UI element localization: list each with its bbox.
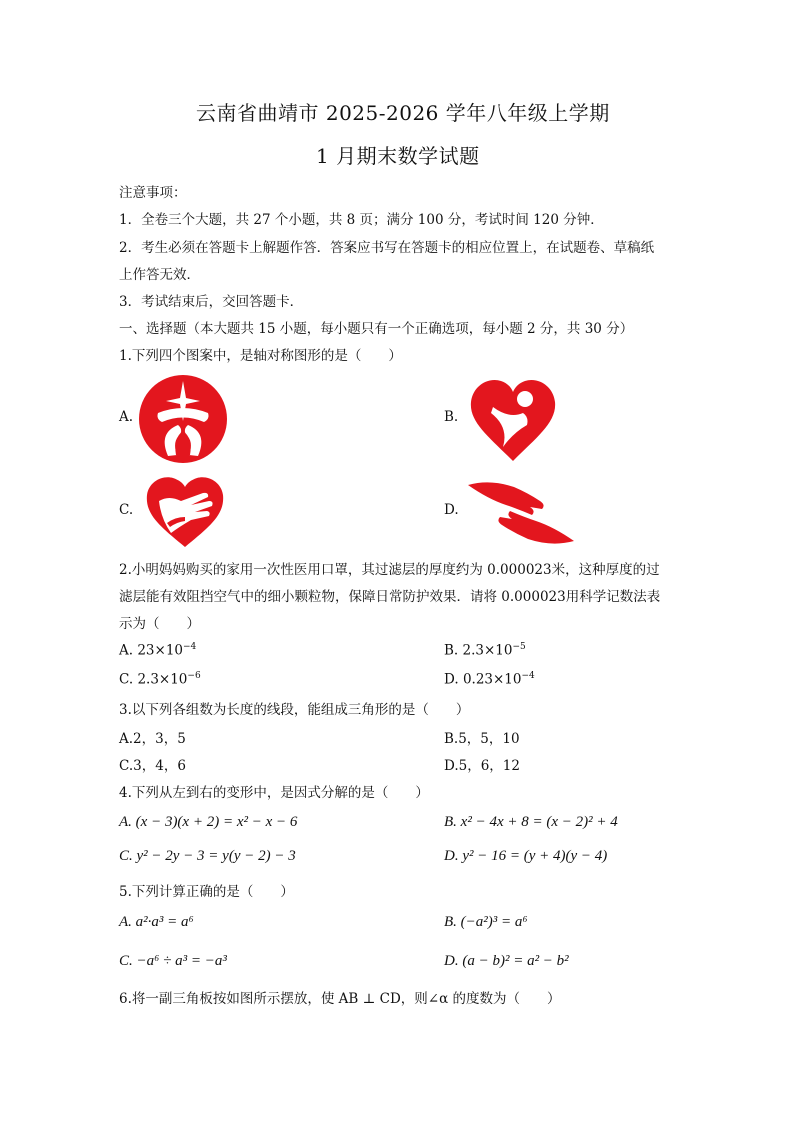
- q2-option-a: [119, 642, 196, 659]
- q2-stem-line2: 滤层能有效阻挡空气中的细小颗粒物，保障日常防护效果．请将 0.000023用科学记数法表: [119, 589, 661, 605]
- heart-person-icon: [469, 377, 557, 461]
- q4-option-b: B. x² − 4x + 8 = (x − 2)² + 4: [444, 814, 618, 830]
- q5-option-c: C. −a⁶ ÷ a³ = −a³: [119, 953, 227, 969]
- q1-option-d-label: D.: [444, 502, 459, 518]
- q1-option-b-label: B.: [444, 409, 459, 425]
- two-hands-icon: [466, 479, 576, 547]
- q2-option-d-exponent: −4: [521, 671, 535, 681]
- q2-option-c: [119, 671, 201, 688]
- q5-option-a: A. a²·a³ = a⁶: [119, 914, 194, 930]
- q3-option-b: B.5，5，10: [444, 731, 520, 747]
- q4-option-c: C. y² − 2y − 3 = y(y − 2) − 3: [119, 848, 296, 864]
- logo-circle-star-icon: [138, 373, 228, 465]
- q2-option-d-mantissa: 0.23×10: [462, 671, 522, 688]
- q5-option-d: D. (a − b)² = a² − b²: [444, 953, 569, 969]
- q3-option-c: C.3，4，6: [119, 758, 186, 774]
- notes-item-1: 1．全卷三个大题，共 27 个小题，共 8 页；满分 100 分，考试时间 120 分钟．: [119, 212, 604, 228]
- q2-stem-line3: 示为（ ）: [119, 616, 200, 632]
- q5-option-b: B. (−a²)³ = a⁶: [444, 914, 528, 930]
- q4-option-d: D. y² − 16 = (y + 4)(y − 4): [444, 848, 608, 864]
- section1-heading: 一、选择题（本大题共 15 小题，每小题只有一个正确选项，每小题 2 分，共 30 分）: [119, 321, 634, 337]
- q5-stem: 5.下列计算正确的是（ ）: [119, 884, 294, 900]
- notes-item-2a: 2．考生必须在答题卡上解题作答．答案应书写在答题卡的相应位置上，在试题卷、草稿纸: [119, 240, 655, 256]
- q2-option-a-exponent: −4: [183, 642, 197, 652]
- q3-option-d: D.5，6，12: [444, 758, 520, 774]
- q2-option-a-mantissa: 23×10: [137, 642, 184, 659]
- q1-stem: 1.下列四个图案中，是轴对称图形的是（ ）: [119, 348, 402, 364]
- notes-item-3: 3．考试结束后，交回答题卡．: [119, 294, 304, 310]
- q2-option-c-exponent: −6: [187, 671, 201, 681]
- q1-option-c-label: C.: [119, 502, 134, 518]
- notes-heading: 注意事项：: [119, 185, 187, 201]
- q2-option-d-label: D.: [444, 671, 463, 688]
- q3-option-a: A.2，3，5: [119, 731, 186, 747]
- q2-option-b-exponent: −5: [512, 642, 526, 652]
- q2-option-a-label: A.: [119, 642, 138, 659]
- q2-option-d: [444, 671, 535, 688]
- q2-option-c-mantissa: 2.3×10: [137, 671, 188, 688]
- q3-stem: 3.以下列各组数为长度的线段，能组成三角形的是（ ）: [119, 702, 470, 718]
- q2-stem-line1: 2.小明妈妈购买的家用一次性医用口罩，其过滤层的厚度约为 0.000023米，这种厚度的过: [119, 562, 660, 578]
- page-title-line2: 1 月期末数学试题: [316, 144, 480, 168]
- q4-option-a: A. (x − 3)(x + 2) = x² − x − 6: [119, 814, 298, 830]
- q2-option-b-label: B.: [444, 642, 463, 659]
- heart-hand-icon: [145, 475, 225, 547]
- q2-option-b: [444, 642, 526, 659]
- page-title-line1: 云南省曲靖市 2025-2026 学年八年级上学期: [196, 101, 610, 125]
- q1-option-a-label: A.: [119, 409, 134, 425]
- q6-stem: 6.将一副三角板按如图所示摆放，使 AB ⊥ CD，则∠α 的度数为（ ）: [119, 991, 561, 1007]
- notes-item-2b: 上作答无效．: [119, 267, 200, 283]
- q4-stem: 4.下列从左到右的变形中，是因式分解的是（ ）: [119, 785, 429, 801]
- q2-option-c-label: C.: [119, 671, 138, 688]
- q2-option-b-mantissa: 2.3×10: [462, 642, 513, 659]
